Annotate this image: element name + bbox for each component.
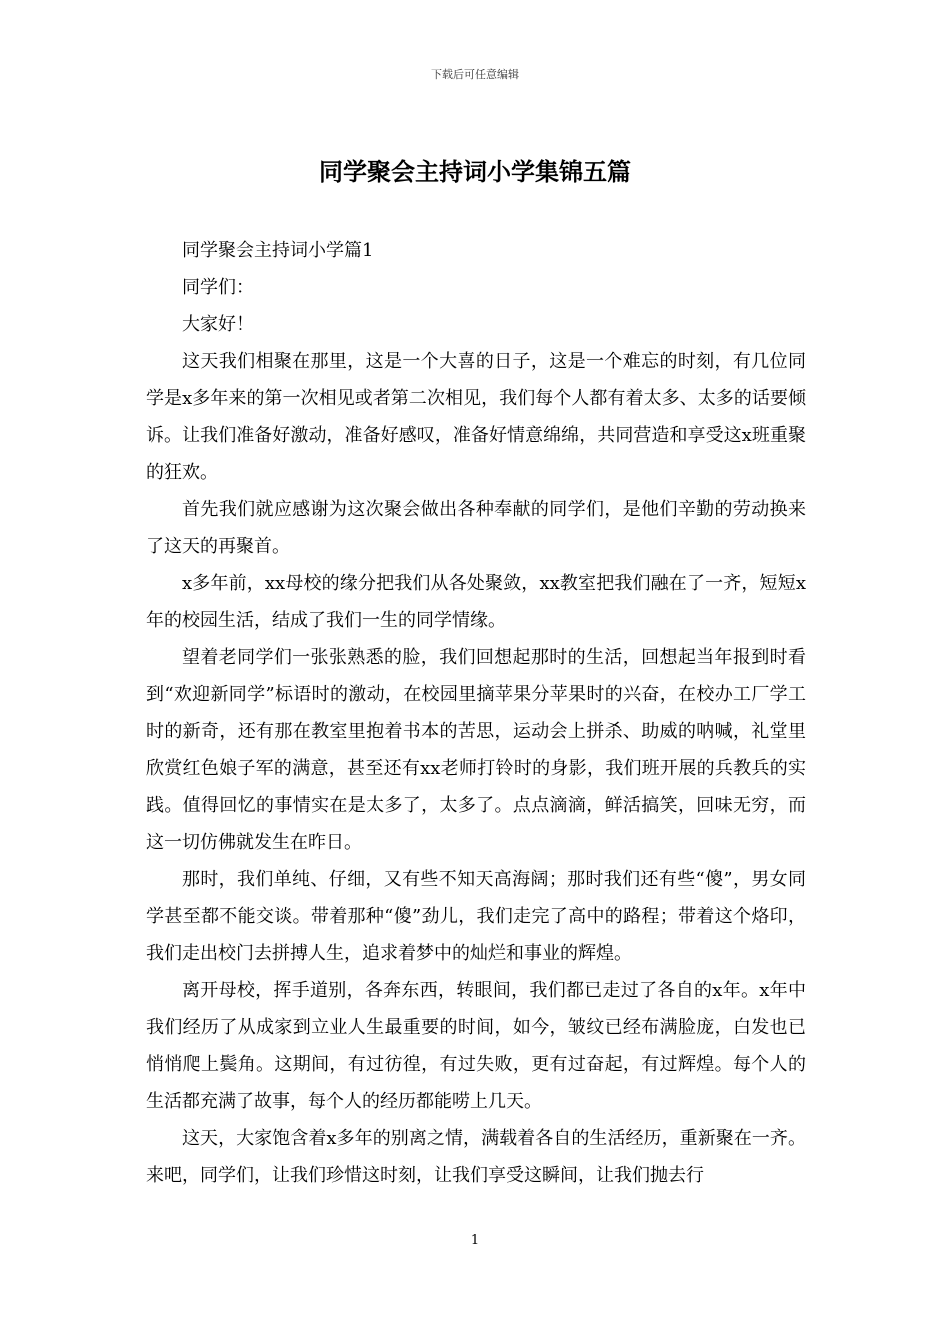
- body-paragraph: x多年前，xx母校的缘分把我们从各处聚敛，xx教室把我们融在了一齐，短短x年的校园生活，结成了我们一生的同学情缘。: [146, 573, 806, 631]
- section-heading: 同学聚会主持词小学篇1: [182, 240, 374, 261]
- body-paragraph: 这天，大家饱含着x多年的别离之情，满载着各自的生活经历，重新聚在一齐。来吧，同学们，让我们珍惜这时刻，让我们享受这瞬间，让我们抛去行: [146, 1128, 806, 1186]
- document-body: [146, 232, 806, 1194]
- salutation: 同学们：: [182, 277, 254, 298]
- body-paragraph: 那时，我们单纯、仔细，又有些不知天高海阔；那时我们还有些“傻”，男女同学甚至都不能交谈。带着那种“傻”劲儿，我们走完了高中的路程；带着这个烙印，我们走出校门去拼搏人生，追求着梦中的灿烂和事业的辉煌。: [146, 869, 806, 964]
- page-number: 1: [470, 1233, 480, 1248]
- greeting: 大家好！: [182, 314, 254, 335]
- body-paragraph: 望着老同学们一张张熟悉的脸，我们回想起那时的生活，回想起当年报到时看到“欢迎新同学”标语时的激动，在校园里摘苹果分苹果时的兴奋，在校办工厂学工时的新奇，还有那在教室里抱着书本的苦思，运动会上拼杀、助威的呐喊，礼堂里欣赏红色娘子军的满意，甚至还有xx老师打铃时的身影，我们班开展的兵教兵的实践。值得回忆的事情实在是太多了，太多了。点点滴滴，鲜活搞笑，回味无穷，而这一切仿佛就发生在昨日。: [146, 647, 806, 853]
- body-paragraph: 离开母校，挥手道别，各奔东西，转眼间，我们都已走过了各自的x年。x年中我们经历了从成家到立业人生最重要的时间，如今，皱纹已经布满脸庞，白发也已悄悄爬上鬓角。这期间，有过彷徨，有过失败，更有过奋起，有过辉煌。每个人的生活都充满了故事，每个人的经历都能唠上几天。: [146, 980, 806, 1112]
- body-paragraph: 这天我们相聚在那里，这是一个大喜的日子，这是一个难忘的时刻，有几位同学是x多年来的第一次相见或者第二次相见，我们每个人都有着太多、太多的话要倾诉。让我们准备好激动，准备好感叹，准备好情意绵绵，共同营造和享受这x班重聚的狂欢。: [146, 351, 806, 483]
- document-title: 同学聚会主持词小学集锦五篇: [319, 158, 631, 186]
- header-note: 下载后可任意编辑: [431, 68, 519, 81]
- body-paragraph: 首先我们就应感谢为这次聚会做出各种奉献的同学们，是他们辛勤的劳动换来了这天的再聚首。: [146, 499, 806, 557]
